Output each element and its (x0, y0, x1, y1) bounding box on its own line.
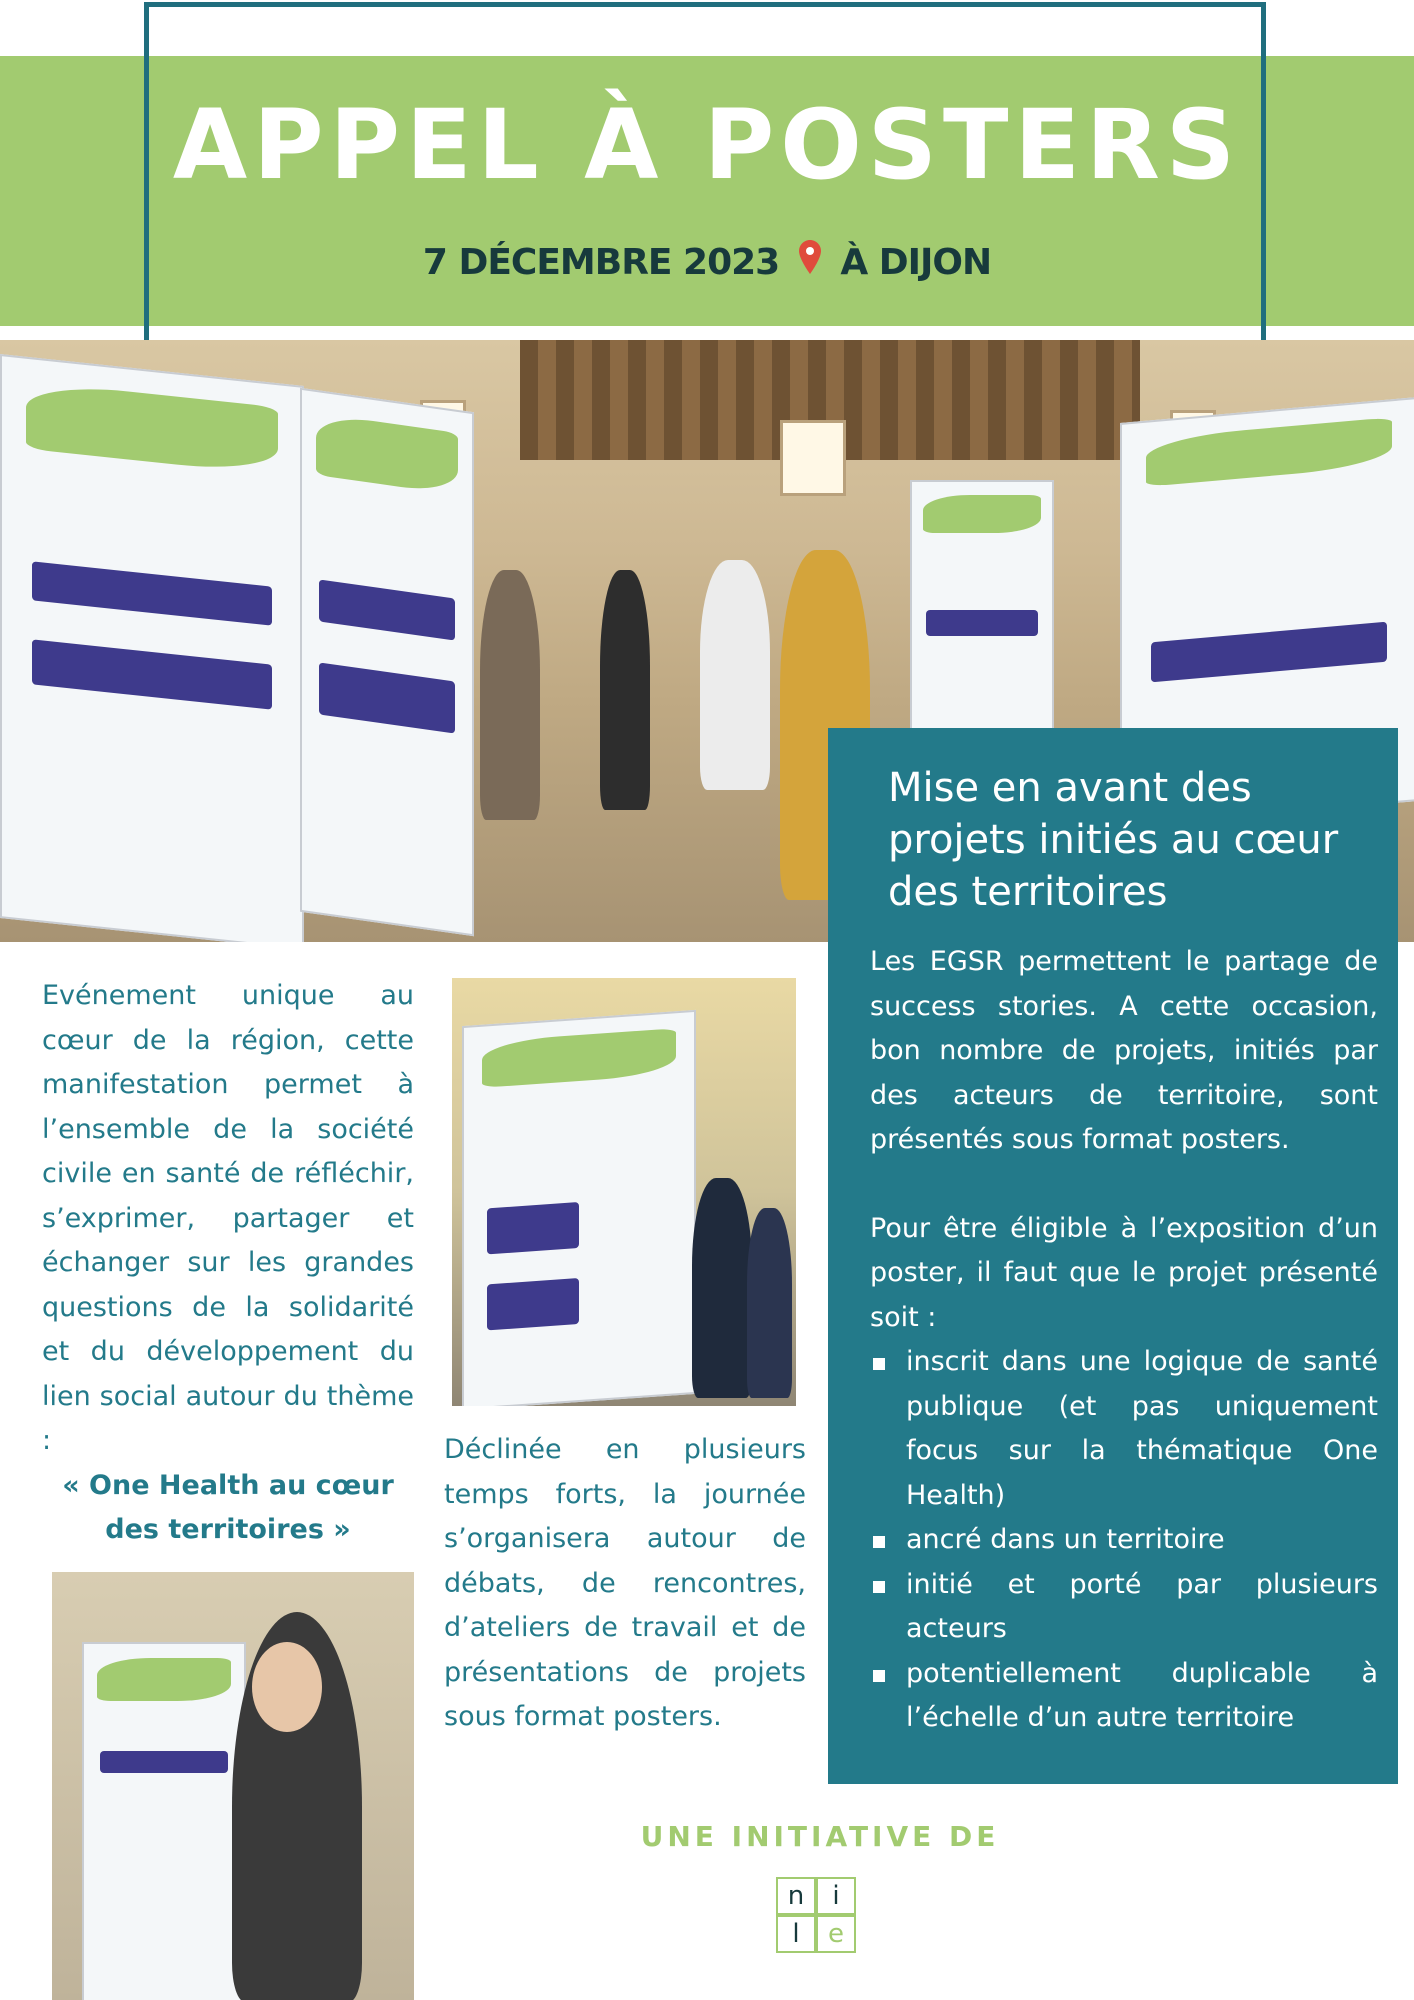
list-item: inscrit dans une logique de santé publique (et pas uniquement focus sur la thématique One Health) (870, 1340, 1378, 1518)
criteria-list (870, 1340, 1378, 1741)
list-item: initié et porté par plusieurs acteurs (870, 1563, 1378, 1652)
map-pin-icon (799, 240, 821, 285)
feature-text (870, 940, 1378, 1741)
visitor (600, 570, 650, 810)
poster-stand (462, 1010, 696, 1406)
bullet-square-icon (873, 1358, 885, 1370)
event-date: 7 DÉCEMBRE 2023 (422, 242, 780, 283)
bullet-square-icon (873, 1581, 885, 1593)
initiative-label: UNE INITIATIVE DE (640, 1820, 1000, 1853)
poster-stand (82, 1642, 246, 2000)
visitor-face (252, 1642, 322, 1732)
feature-heading: Mise en avant des projets initiés au cœur des territoires (888, 765, 1339, 915)
page-title: APPEL À POSTERS (172, 89, 1242, 201)
feature-eligibility: Pour être éligible à l’exposition d’un poster, il faut que le projet présenté soit : (870, 1212, 1378, 1333)
visitor (747, 1208, 792, 1398)
bullet-square-icon (873, 1670, 885, 1682)
hall-window (780, 420, 846, 496)
poster-stand (0, 354, 304, 942)
event-location: À DIJON (840, 242, 992, 283)
theme-quote: « One Health au cœur des territoires » (62, 1469, 394, 1545)
poster-room-photo (452, 978, 796, 1406)
event-description: Evénement unique au cœur de la région, cette manifestation permet à l’ensemble de la société civile en santé de réfléchir, s’exprimer, partager et échanger sur les grandes questions de la solidarité et du développement du lien social autour du thème : (42, 980, 414, 1456)
visitor (692, 1178, 752, 1398)
day-description: Déclinée en plusieurs temps forts, la journée s’organisera autour de débats, de rencontres, d’ateliers de travail et de présentations de projets sous format posters. (444, 1434, 806, 1732)
list-item: ancré dans un territoire (870, 1518, 1378, 1563)
poster-stand (300, 388, 474, 936)
left-column (42, 974, 414, 1553)
visitor-at-poster-photo (52, 1572, 414, 2000)
visitor (480, 570, 540, 820)
event-date-location (0, 240, 1414, 285)
nile-logo: n i l e (774, 1875, 862, 1959)
feature-intro: Les EGSR permettent le partage de success stories. A cette occasion, bon nombre de projets, initiés par des acteurs de territoire, sont présentés sous format posters. (870, 946, 1378, 1155)
list-item: potentiellement duplicable à l’échelle d’un autre territoire (870, 1652, 1378, 1741)
visitor (700, 560, 770, 790)
bullet-square-icon (873, 1536, 885, 1548)
middle-column (444, 1428, 806, 1740)
